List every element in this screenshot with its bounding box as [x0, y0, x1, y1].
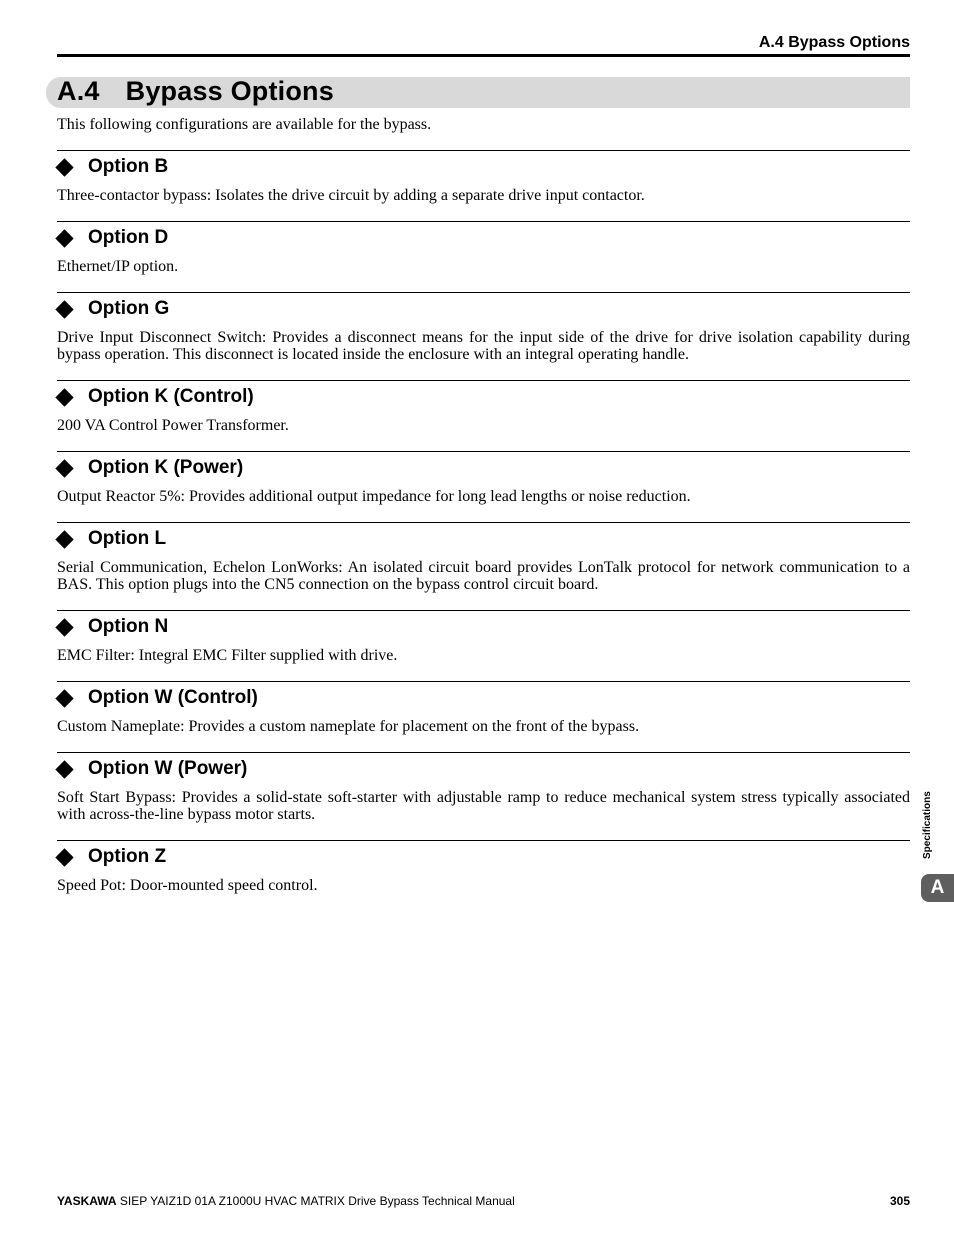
option-d: [57, 221, 910, 292]
option-title: Option G: [88, 298, 170, 319]
option-l: [57, 522, 910, 610]
side-tab-label: Specifications: [922, 791, 933, 859]
option-title: Option K (Control): [88, 386, 254, 407]
diamond-bullet-icon: [55, 388, 73, 406]
options-list: [57, 150, 910, 911]
diamond-bullet-icon: [55, 618, 73, 636]
section-number: A.4: [57, 76, 100, 106]
option-title: Option Z: [88, 846, 167, 867]
option-title: Option L: [88, 528, 167, 549]
diamond-bullet-icon: [55, 530, 73, 548]
section-intro: This following configurations are available for the bypass.: [57, 116, 432, 133]
option-title: Option W (Control): [88, 687, 258, 708]
option-description: Serial Communication, Echelon LonWorks: An isolated circuit board provides LonTalk protocol for network communication to a BAS. This option plugs into the CN5 connection on the bypass control circuit board.: [57, 559, 910, 593]
diamond-bullet-icon: [55, 459, 73, 477]
diamond-bullet-icon: [55, 848, 73, 866]
option-title: Option B: [88, 156, 169, 177]
option-description: Output Reactor 5%: Provides additional output impedance for long lead lengths or noise reduction.: [57, 488, 691, 505]
option-description: Speed Pot: Door-mounted speed control.: [57, 877, 318, 894]
option-description: Custom Nameplate: Provides a custom nameplate for placement on the front of the bypass.: [57, 718, 640, 735]
option-title: Option N: [88, 616, 169, 637]
section-title-text: Bypass Options: [125, 76, 334, 106]
option-description: EMC Filter: Integral EMC Filter supplied with drive.: [57, 647, 398, 664]
diamond-bullet-icon: [55, 158, 73, 176]
footer-brand: YASKAWA: [57, 1194, 117, 1208]
option-description: Drive Input Disconnect Switch: Provides a disconnect means for the input side of the drive for drive isolation capability during bypass operation. This disconnect is located inside the enclosure with an integral operating handle.: [57, 329, 910, 363]
option-g: [57, 292, 910, 380]
section-title: [57, 76, 334, 107]
option-title: Option W (Power): [88, 758, 248, 779]
option-k-control: [57, 380, 910, 451]
diamond-bullet-icon: [55, 229, 73, 247]
header-rule: [57, 54, 910, 57]
option-title: Option D: [88, 227, 169, 248]
option-description: 200 VA Control Power Transformer.: [57, 417, 289, 434]
page-number: 305: [889, 1194, 910, 1208]
option-description: Ethernet/IP option.: [57, 258, 179, 275]
option-w-power: [57, 752, 910, 840]
footer-manual-title: [57, 1194, 515, 1208]
option-title: Option K (Power): [88, 457, 244, 478]
option-n: [57, 610, 910, 681]
option-z: [57, 840, 910, 911]
footer-manual: SIEP YAIZ1D 01A Z1000U HVAC MATRIX Drive Bypass Technical Manual: [119, 1194, 515, 1208]
page-footer: [57, 1194, 910, 1208]
diamond-bullet-icon: [55, 760, 73, 778]
option-b: [57, 150, 910, 221]
option-w-control: [57, 681, 910, 752]
diamond-bullet-icon: [55, 300, 73, 318]
option-description: Three-contactor bypass: Isolates the drive circuit by adding a separate drive input contactor.: [57, 187, 645, 204]
diamond-bullet-icon: [55, 689, 73, 707]
option-description: Soft Start Bypass: Provides a solid-state soft-starter with adjustable ramp to reduce mechanical system stress typically associated with across-the-line bypass motor starts.: [57, 789, 910, 823]
option-k-power: [57, 451, 910, 522]
running-header: A.4 Bypass Options: [758, 34, 910, 51]
side-tab-letter: A: [921, 874, 954, 902]
